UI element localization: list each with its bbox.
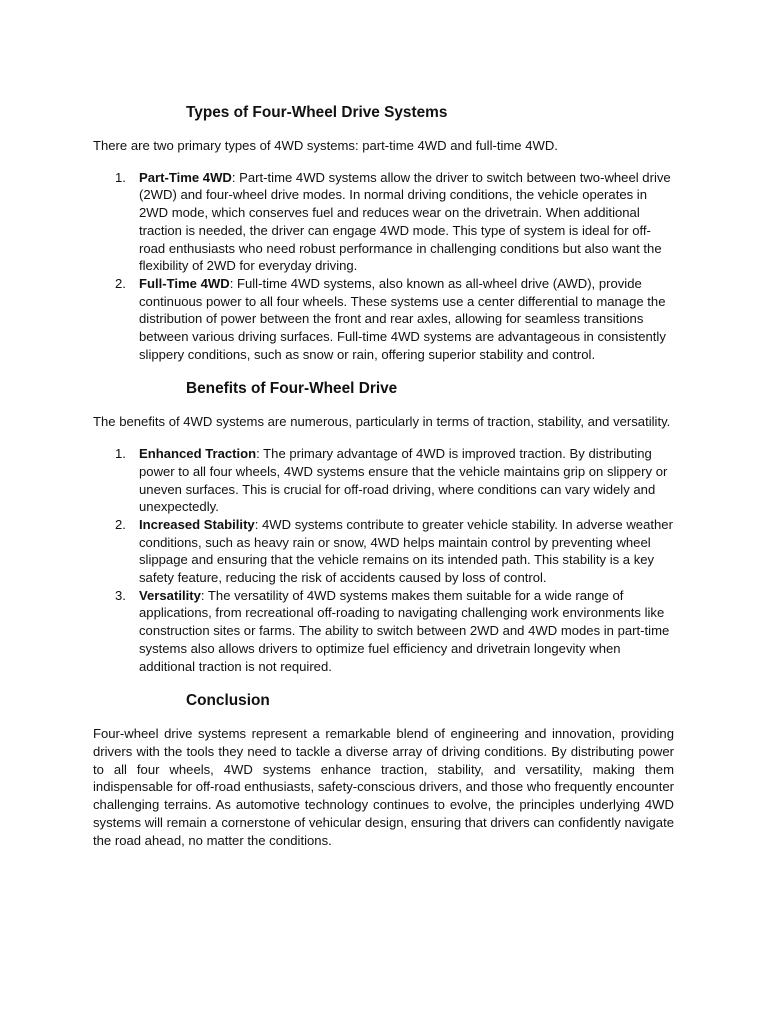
document-page xyxy=(93,96,674,849)
list-text: : Part-time 4WD systems allow the driver to switch between two-wheel drive (2WD) and four-wheel drive modes. In normal driving conditions, the vehicle operates in 2WD mode, which conserves fuel and reduces wear on the drivetrain. When additional traction is needed, the driver can engage 4WD mode. This type of system is ideal for off-road enthusiasts who need robust performance in challenging conditions but also want the flexibility of 2WD for everyday driving. xyxy=(139,169,671,274)
list-item xyxy=(115,516,674,587)
types-list xyxy=(93,169,674,364)
section-heading-benefits: Benefits of Four-Wheel Drive xyxy=(186,380,398,398)
list-number: 1. xyxy=(115,169,126,185)
section-heading-conclusion: Conclusion xyxy=(186,692,270,710)
list-number: 3. xyxy=(115,587,126,603)
list-number: 2. xyxy=(115,275,126,291)
list-item xyxy=(115,275,674,364)
list-number: 2. xyxy=(115,516,126,532)
list-text: : The versatility of 4WD systems makes them suitable for a wide range of applications, from recreational off-roading to navigating challenging work environments like construction sites or farms. The ability to switch between 2WD and 4WD modes in part-time systems also allows drivers to optimize fuel efficiency and drivetrain longevity when additional traction is not required. xyxy=(139,587,670,674)
benefits-list xyxy=(93,445,674,675)
list-text: : 4WD systems contribute to greater vehicle stability. In adverse weather conditions, such as heavy rain or snow, 4WD helps maintain control by preventing wheel slippage and ensuring that the vehicle remains on its intended path. This stability is a key safety feature, reducing the risk of accidents caused by loss of control. xyxy=(139,516,673,586)
list-item xyxy=(115,445,674,516)
section-heading-types: Types of Four-Wheel Drive Systems xyxy=(186,104,448,121)
list-item xyxy=(115,169,674,275)
list-term: Part-Time 4WD xyxy=(139,169,232,185)
list-number: 1. xyxy=(115,446,126,462)
list-text: : Full-time 4WD systems, also known as all-wheel drive (AWD), provide continuous power to all four wheels. These systems use a center differential to manage the distribution of power between the front and rear axles, allowing for seamless transitions between various driving surfaces. Full-time 4WD systems are advantageous in consistently slippery conditions, such as snow or rain, offering superior stability and control. xyxy=(139,275,666,362)
list-term: Increased Stability xyxy=(139,516,255,532)
list-item xyxy=(115,587,674,676)
section-intro-types: There are two primary types of 4WD systems: part-time 4WD and full-time 4WD. xyxy=(93,138,558,153)
section-intro-benefits: The benefits of 4WD systems are numerous, particularly in terms of traction, stability, and versatility. xyxy=(93,414,671,430)
list-text: : The primary advantage of 4WD is improved traction. By distributing power to all four wheels, 4WD systems ensure that the vehicle maintains grip on slippery or uneven surfaces. This is crucial for off-road driving, where conditions can vary widely and unexpectedly. xyxy=(139,446,668,515)
list-term: Full-Time 4WD xyxy=(139,275,230,291)
conclusion-paragraph: Four-wheel drive systems represent a remarkable blend of engineering and innovation, providing drivers with the tools they need to tackle a diverse array of driving conditions. By distributing power to all four wheels, 4WD systems enhance traction, stability, and versatility, making them indispensable for off-road enthusiasts, safety-conscious drivers, and those who frequently encounter challenging terrains. As automotive technology continues to evolve, the principles underlying 4WD systems will remain a cornerstone of vehicular design, ensuring that drivers can confidently navigate the road ahead, no matter the conditions. xyxy=(93,726,674,848)
list-term: Enhanced Traction xyxy=(139,446,257,462)
list-term: Versatility xyxy=(139,587,201,603)
